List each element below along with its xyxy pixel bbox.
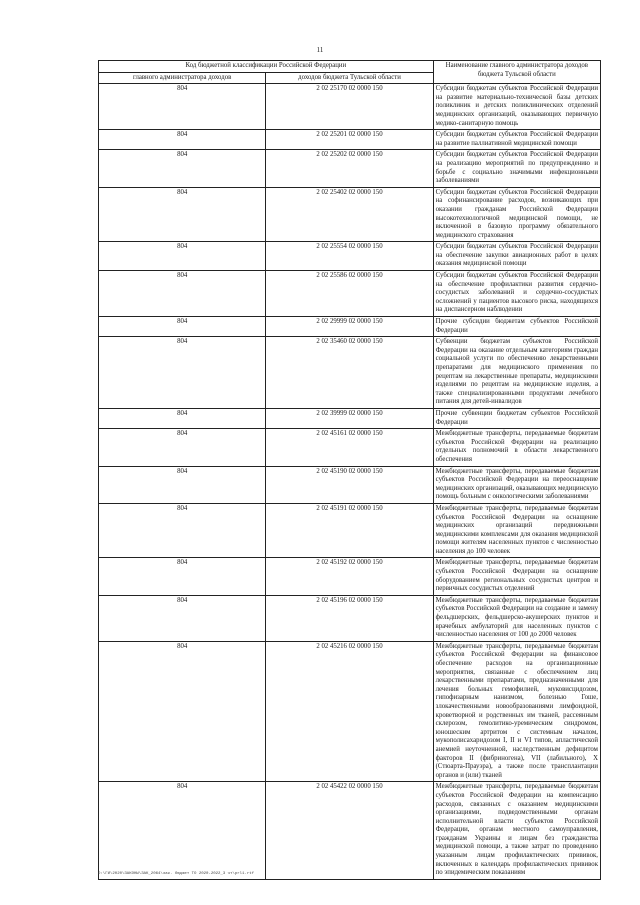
revenue-name-cell: Межбюджетные трансферты, передаваемые бюджетам субъектов Российской Федерации на финансовое обеспечение расходов на организационные мероприятия, связанные с обеспечением лиц лекарственными препаратами, предназначенными для лечения больных гемофилией, муковисцидозом, гипофизарным нанизмом, болезнью Гоше, злокачественными новообразованиями лимфоидной, кроветворной и родственных им тканей, рассеянным склерозом, гемолитико-уремическим синдромом, юношеским артритом с системным началом, мукополисахаридозом I, II и VI типов, апластической анемией неуточненной, наследственным дефицитом факторов II (фибриногена), VII (лабильного), X (Стюарта-Прауэра), а также после трансплантации органов и (или) тканей (433, 641, 600, 782)
header-administrator-name: Наименование главного администратора доходов бюджета Тульской области (433, 61, 600, 84)
revenue-name-cell: Субсидии бюджетам субъектов Российской Федерации на развитие материально-технической базы детских поликлиник и детских поликлинических отделений медицинских организаций, оказывающих первичную медико-санитарную помощь (433, 84, 600, 130)
revenue-name-cell: Субсидии бюджетам субъектов Российской Федерации на реализацию мероприятий по предупреждению и борьбе с социально значимыми инфекционными заболеваниями (433, 150, 600, 187)
administrator-code-cell: 804 (99, 558, 266, 595)
administrator-code-cell: 804 (99, 271, 266, 317)
budget-code-cell: 2 02 25586 02 0000 150 (266, 271, 433, 317)
administrator-code-cell: 804 (99, 150, 266, 187)
budget-code-cell: 2 02 45196 02 0000 150 (266, 595, 433, 641)
revenue-name-cell: Межбюджетные трансферты, передаваемые бюджетам субъектов Российской Федерации на оснащение оборудованием региональных сосудистых центров и первичных сосудистых отделений (433, 558, 600, 595)
table-row (99, 150, 601, 187)
table-row (99, 337, 601, 409)
table-row (99, 187, 601, 242)
administrator-code-cell: 804 (99, 408, 266, 428)
header-chief-administrator: главного администратора доходов (99, 72, 266, 84)
budget-code-cell: 2 02 25201 02 0000 150 (266, 130, 433, 150)
revenue-name-cell: Прочие субсидии бюджетам субъектов Российской Федерации (433, 317, 600, 337)
budget-code-cell: 2 02 39999 02 0000 150 (266, 408, 433, 428)
revenue-name-cell: Межбюджетные трансферты, передаваемые бюджетам субъектов Российской Федерации на оснащение медицинских организаций передвижными медицинскими комплексами для оказания медицинской помощи жителям населенных пунктов с численностью населения до 100 человек (433, 503, 600, 558)
revenue-name-cell: Межбюджетные трансферты, передаваемые бюджетам субъектов Российской Федерации на создание и замену фельдшерских, фельдшерско-акушерских пунктов и врачебных амбулаторий для населенных пунктов с численностью населения от 100 до 2000 человек (433, 595, 600, 641)
administrator-code-cell: 804 (99, 429, 266, 466)
table-row (99, 466, 601, 503)
administrator-code-cell: 804 (99, 503, 266, 558)
table-row (99, 408, 601, 428)
budget-code-cell: 2 02 45191 02 0000 150 (266, 503, 433, 558)
budget-code-cell: 2 02 35460 02 0000 150 (266, 337, 433, 409)
budget-code-cell: 2 02 45216 02 0000 150 (266, 641, 433, 782)
table-row (99, 782, 601, 880)
header-classification-code: Код бюджетной классификации Российской Федерации (99, 61, 434, 73)
revenue-name-cell: Субсидии бюджетам субъектов Российской Федерации на обеспечение профилактики развития сердечно-сосудистых заболеваний и сердечно-сосудистых осложнений у пациентов высокого риска, находящихся на диспансерном наблюдении (433, 271, 600, 317)
administrator-code-cell: 804 (99, 317, 266, 337)
budget-code-cell: 2 02 25402 02 0000 150 (266, 187, 433, 242)
budget-code-cell: 2 02 45192 02 0000 150 (266, 558, 433, 595)
revenue-name-cell: Межбюджетные трансферты, передаваемые бюджетам субъектов Российской Федерации на компенсацию расходов, связанных с оказанием медицинскими организациями, подведомственными органам исполнительной власти субъектов Российской Федерации, органам местного самоуправления, гражданам Украины и лицам без гражданства медицинской помощи, а также затрат по проведению указанным лицам профилактических прививок, включенных в календарь профилактических прививок по эпидемическим показаниям (433, 782, 600, 880)
administrator-code-cell: 804 (99, 337, 266, 409)
budget-code-cell: 2 02 25202 02 0000 150 (266, 150, 433, 187)
table-row (99, 317, 601, 337)
administrator-code-cell: 804 (99, 242, 266, 271)
administrator-code-cell: 804 (99, 782, 266, 880)
revenue-name-cell: Межбюджетные трансферты, передаваемые бюджетам субъектов Российской Федерации на переоснащение медицинских организаций, оказывающих медицинскую помощь больным с онкологическими заболеваниями (433, 466, 600, 503)
table-row (99, 271, 601, 317)
table-body (99, 84, 601, 880)
header-regional-revenues: доходов бюджета Тульской области (266, 72, 433, 84)
administrator-code-cell: 804 (99, 466, 266, 503)
budget-code-cell: 2 02 45161 02 0000 150 (266, 429, 433, 466)
revenue-name-cell: Межбюджетные трансферты, передаваемые бюджетам субъектов Российской Федерации на реализацию отдельных полномочий в области лекарственного обеспечения (433, 429, 600, 466)
administrator-code-cell: 804 (99, 187, 266, 242)
budget-code-cell: 2 02 45422 02 0000 150 (266, 782, 433, 880)
table-row (99, 130, 601, 150)
table-row (99, 84, 601, 130)
file-path-footer: D:\ГИ\2020\ЗАКОНЫ\ЗАК_2064\зак. бюджет ТО 2020-2022_3 чт\prl1.rtf (98, 872, 255, 876)
page-number: 11 (316, 46, 324, 54)
revenue-name-cell: Субсидии бюджетам субъектов Российской Федерации на обеспечение закупки авиационных работ в целях оказания медицинской помощи (433, 242, 600, 271)
revenue-name-cell: Субсидии бюджетам субъектов Российской Федерации на развитие паллиативной медицинской помощи (433, 130, 600, 150)
budget-code-cell: 2 02 45190 02 0000 150 (266, 466, 433, 503)
budget-revenue-table (98, 60, 601, 880)
table-row (99, 558, 601, 595)
budget-code-cell: 2 02 29999 02 0000 150 (266, 317, 433, 337)
revenue-name-cell: Прочие субвенции бюджетам субъектов Российской Федерации (433, 408, 600, 428)
revenue-name-cell: Субвенции бюджетам субъектов Российской Федерации на оказание отдельным категориям граждан социальной услуги по обеспечению лекарственными препаратами для медицинского применения по рецептам на лекарственные препараты, медицинскими изделиями по рецептам на медицинские изделия, а также специализированными продуктами лечебного питания для детей-инвалидов (433, 337, 600, 409)
revenue-name-cell: Субсидии бюджетам субъектов Российской Федерации на софинансирование расходов, возникающих при оказании гражданам Российской Федерации высокотехнологичной медицинской помощи, не включенной в базовую программу обязательного медицинского страхования (433, 187, 600, 242)
administrator-code-cell: 804 (99, 641, 266, 782)
table-row (99, 503, 601, 558)
table-row (99, 242, 601, 271)
budget-code-cell: 2 02 25554 02 0000 150 (266, 242, 433, 271)
administrator-code-cell: 804 (99, 595, 266, 641)
table-row (99, 429, 601, 466)
table-row (99, 595, 601, 641)
administrator-code-cell: 804 (99, 84, 266, 130)
budget-code-cell: 2 02 25170 02 0000 150 (266, 84, 433, 130)
administrator-code-cell: 804 (99, 130, 266, 150)
table-row (99, 641, 601, 782)
